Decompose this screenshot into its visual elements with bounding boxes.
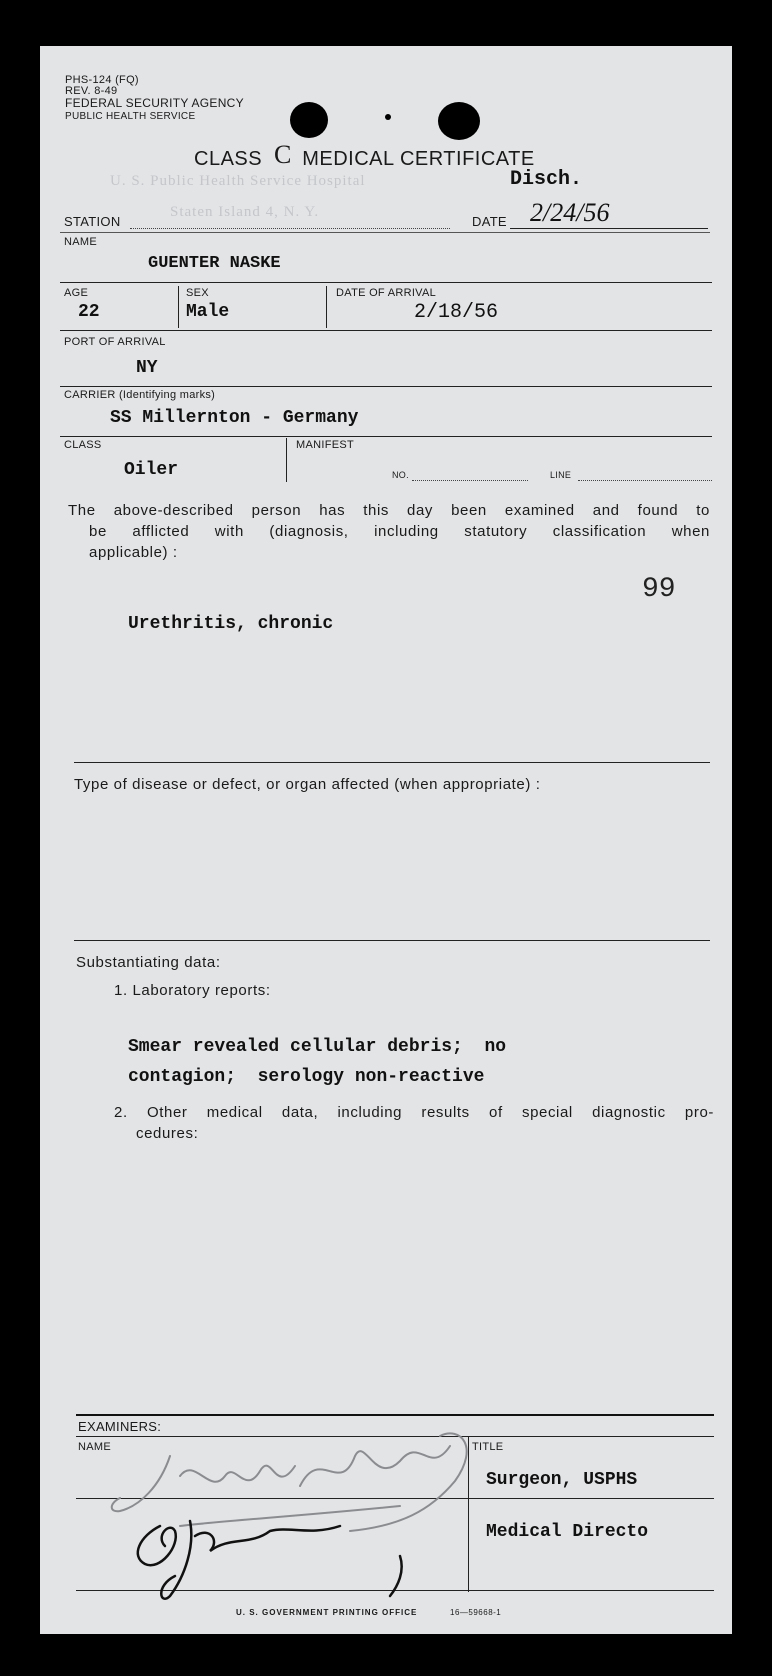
examiner1-title: Surgeon, USPHS — [486, 1470, 638, 1490]
other-data-label — [114, 1102, 714, 1144]
certificate-card — [40, 46, 732, 1634]
lab-line1: Smear revealed cellular debris; no — [128, 1037, 507, 1057]
disease-type-label: Type of disease or defect, or organ affected (when appropriate) : — [74, 776, 541, 793]
punch-hole — [385, 114, 391, 120]
form-number: PHS-124 (FQ) — [65, 74, 139, 86]
examiner-title-label: TITLE — [472, 1441, 504, 1453]
manifest-line-label: LINE — [550, 470, 572, 480]
lab-reports-label: 1. Laboratory reports: — [114, 982, 271, 999]
agency-name: FEDERAL SECURITY AGENCY — [65, 96, 244, 110]
arrival-date-label: DATE OF ARRIVAL — [336, 287, 437, 299]
carrier-label: CARRIER (Identifying marks) — [64, 389, 216, 401]
statement-line1: The above-described person has this day been examined and found to — [68, 502, 710, 519]
station-stamp-line2: Staten Island 4, N. Y. — [170, 204, 320, 220]
patient-age: 22 — [78, 302, 100, 322]
port-of-arrival: NY — [136, 358, 158, 378]
class-label: CLASS — [64, 439, 102, 451]
statement-line2: be afflicted with (diagnosis, including statutory classification when — [89, 523, 710, 540]
other-data-line2: cedures: — [136, 1125, 199, 1142]
sex-label: SEX — [186, 287, 209, 299]
date-label: DATE — [472, 214, 507, 229]
diagnosis-value: Urethritis, chronic — [128, 614, 334, 634]
substantiating-label: Substantiating data: — [76, 954, 221, 971]
exam-date: 2/24/56 — [530, 198, 610, 227]
age-label: AGE — [64, 287, 89, 299]
certificate-title — [194, 140, 535, 171]
punch-hole — [438, 102, 480, 140]
class-letter: C — [274, 140, 292, 169]
examination-statement — [68, 500, 710, 563]
port-label: PORT OF ARRIVAL — [64, 336, 166, 348]
patient-sex: Male — [186, 302, 230, 322]
form-revision: REV. 8-49 — [65, 85, 118, 97]
disch-note: Disch. — [510, 168, 583, 191]
patient-name: GUENTER NASKE — [148, 254, 281, 273]
examiner-signatures — [100, 1426, 500, 1616]
arrival-date: 2/18/56 — [414, 301, 499, 324]
service-name: PUBLIC HEALTH SERVICE — [65, 111, 196, 122]
punch-hole — [290, 102, 328, 138]
signature-faint — [112, 1433, 467, 1531]
station-stamp-line1: U. S. Public Health Service Hospital — [110, 173, 366, 189]
print-code: 16—59668-1 — [450, 1608, 502, 1617]
title-main: MEDICAL CERTIFICATE — [302, 148, 535, 170]
name-label: NAME — [64, 236, 97, 248]
patient-class: Oiler — [124, 460, 179, 480]
examiners-label: EXAMINERS: — [78, 1419, 162, 1434]
printing-office: U. S. GOVERNMENT PRINTING OFFICE — [236, 1608, 418, 1617]
carrier-value: SS Millernton - Germany — [110, 408, 359, 428]
manifest-label: MANIFEST — [296, 439, 355, 451]
examiner-name-label: NAME — [78, 1441, 111, 1453]
station-label: STATION — [64, 214, 121, 229]
examiner2-title: Medical Directo — [486, 1522, 649, 1542]
classification-code: 99 — [642, 574, 676, 605]
signature-dark — [138, 1521, 402, 1599]
other-data-line1: 2. Other medical data, including results of special diagnostic pro- — [114, 1104, 714, 1121]
lab-line2: contagion; serology non-reactive — [128, 1067, 485, 1087]
statement-line3: applicable) : — [89, 544, 178, 561]
lab-reports-value — [128, 1032, 506, 1092]
title-class-word: CLASS — [194, 148, 263, 170]
manifest-no-label: NO. — [392, 470, 409, 480]
